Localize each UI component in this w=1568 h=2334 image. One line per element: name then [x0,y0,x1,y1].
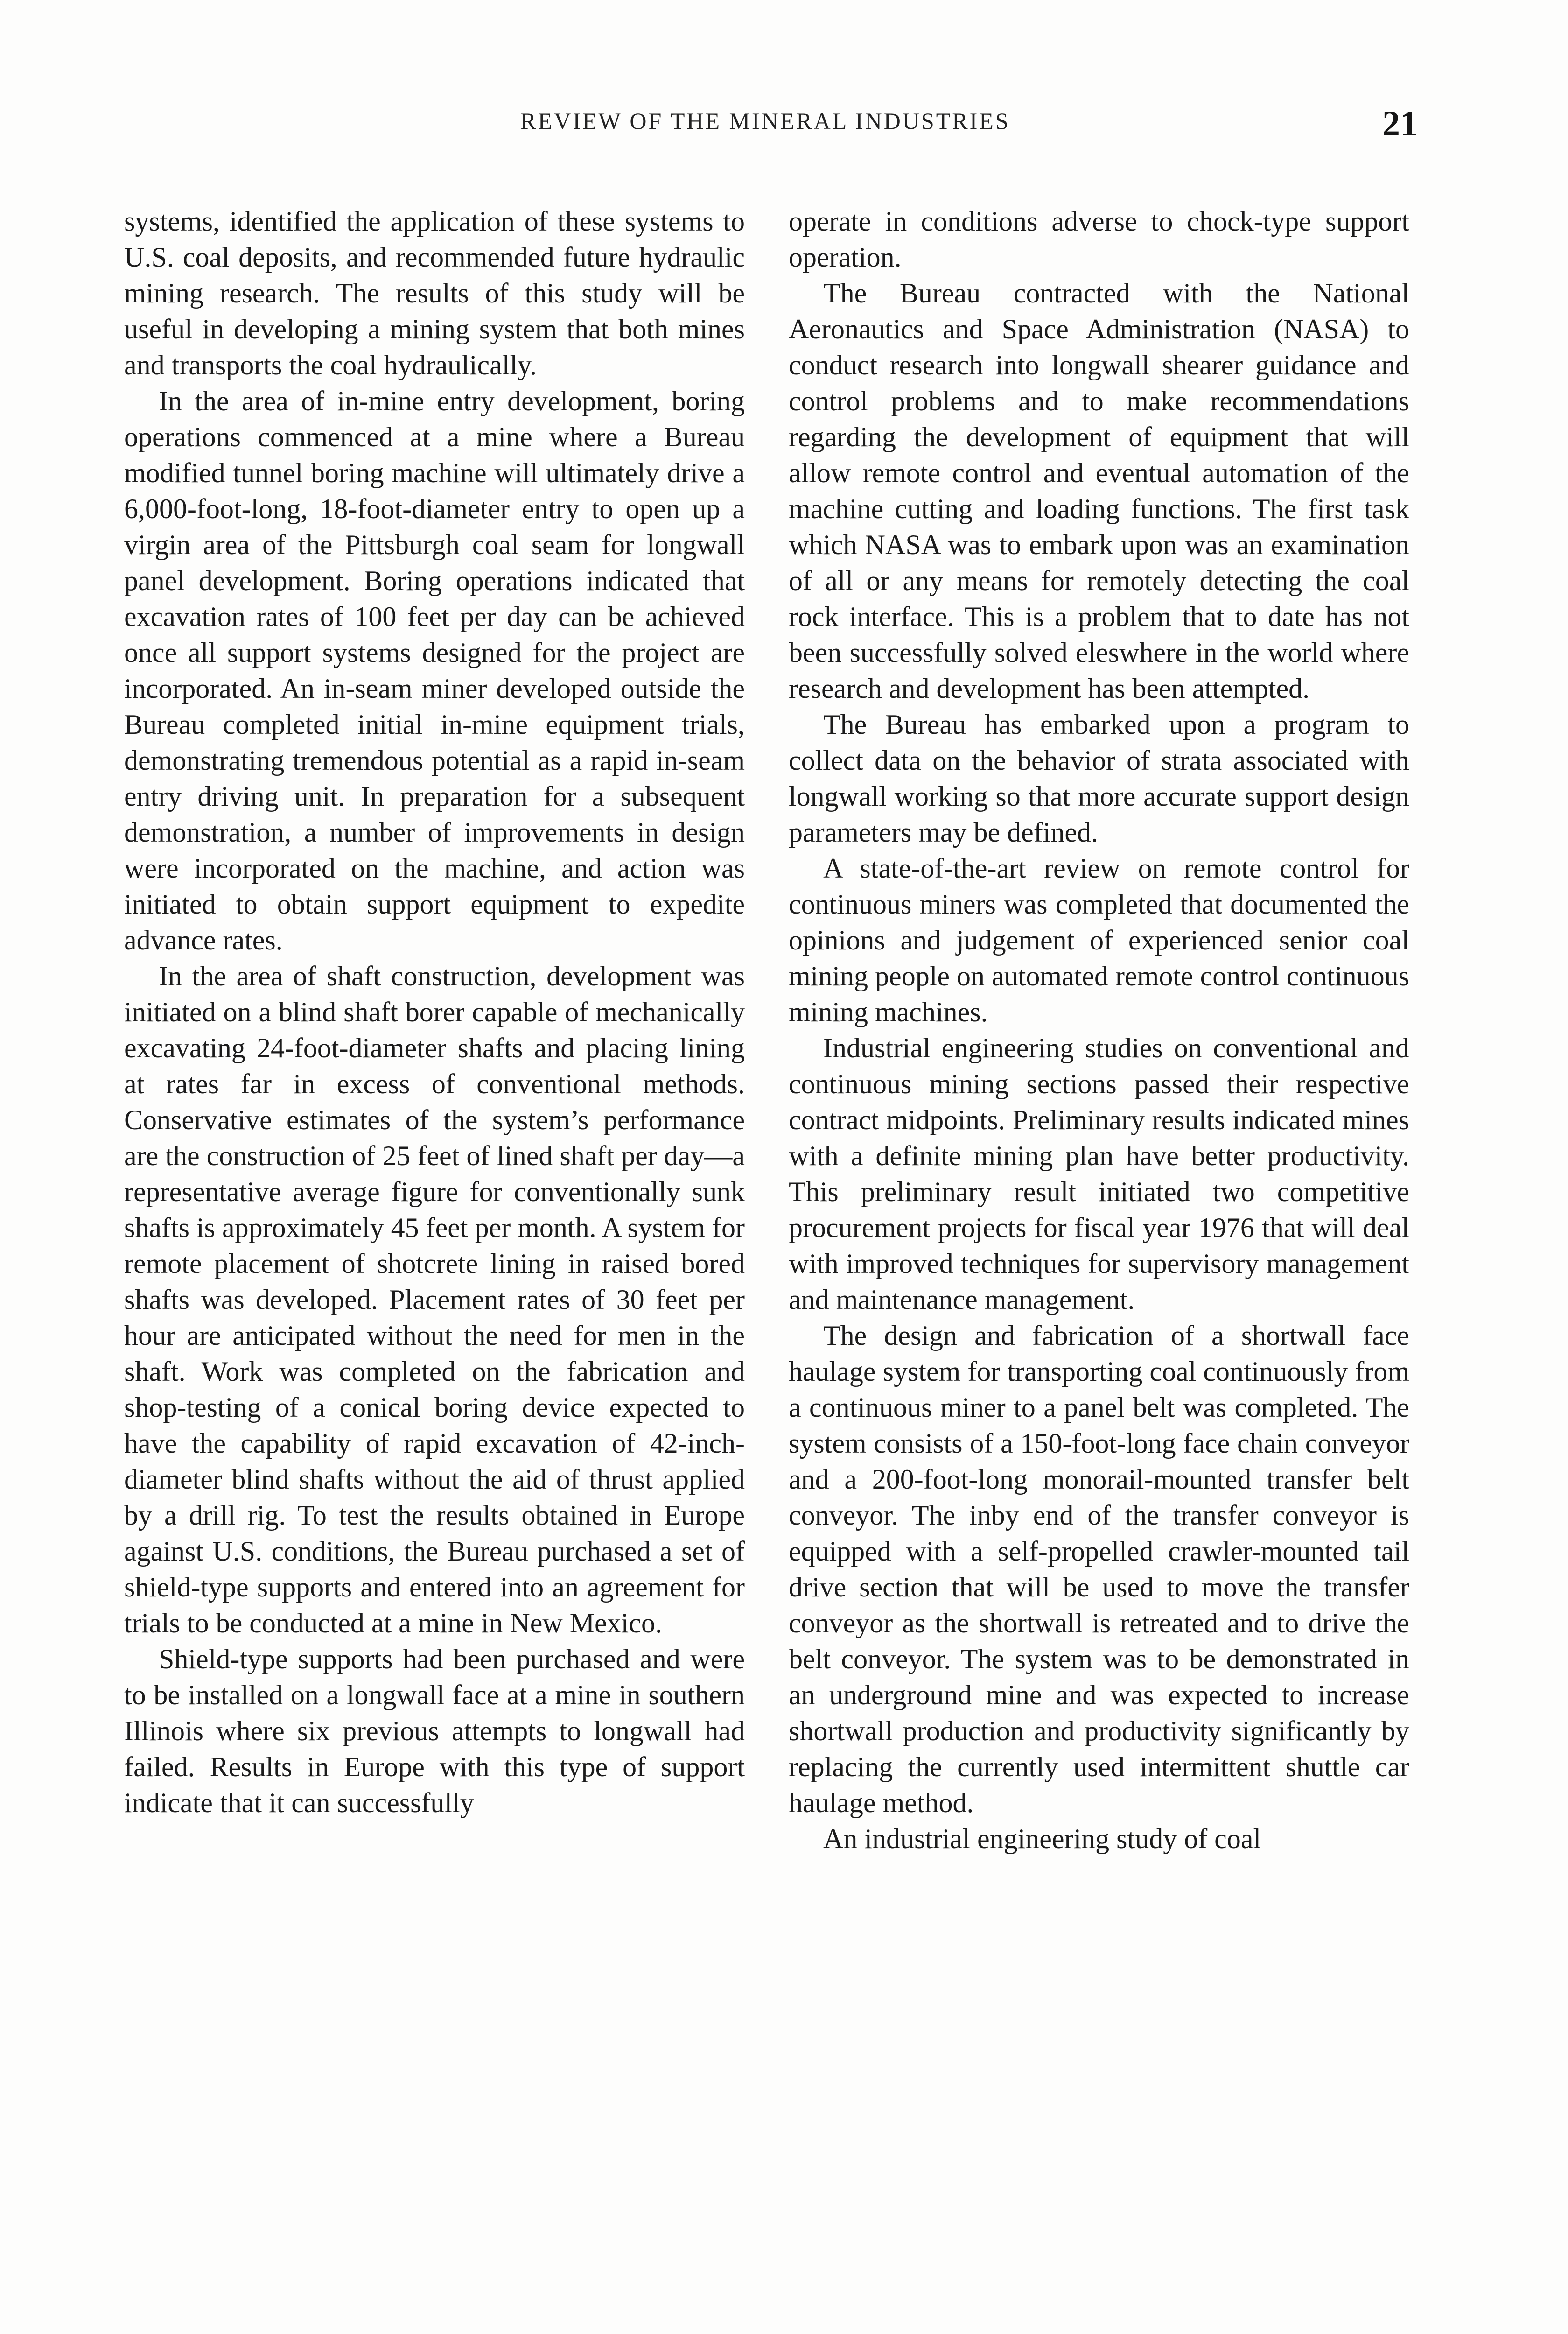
paragraph: Industrial engineering studies on conventional and continuous mining sections passed their respective contract midpoints. Preliminary results indicated mines with a definite mining plan have better productivity. This preliminary result initiated two competitive procurement projects for fiscal year 1976 that will deal with improved techniques for supervisory management and maintenance management. [789,1033,1409,1315]
left-column [124,204,745,1821]
paragraph: operate in conditions adverse to chock-type support operation. [789,206,1409,273]
right-column [789,204,1409,1857]
page-number: 21 [1382,104,1418,143]
paragraph: In the area of in-mine entry development, boring operations commenced at a mine where a Bureau modified tunnel boring machine will ultimately drive a 6,000-foot-long, 18-foot-diameter entry to open up a virgin area of the Pittsburgh coal seam for longwall panel development. Boring operations indicated that excavation rates of 100 feet per day can be achieved once all support systems designed for the project are incorporated. An in-seam miner developed outside the Bureau completed initial in-mine equipment trials, demonstrating tremendous potential as a rapid in-seam entry driving unit. In preparation for a subsequent demonstration, a number of improvements in design were incorporated on the machine, and action was initiated to obtain support equipment to expedite advance rates. [124,386,745,956]
paragraph: An industrial engineering study of coal [823,1823,1261,1854]
running-title: REVIEW OF THE MINERAL INDUSTRIES [520,108,1010,134]
paragraph: systems, identified the application of these systems to U.S. coal deposits, and recommended future hydraulic mining research. The results of this study will be useful in developing a mining system that both mines and transports the coal hydraulically. [124,206,745,380]
paragraph: In the area of shaft construction, development was initiated on a blind shaft borer capable of mechanically excavating 24-foot-diameter shafts and placing lining at rates far in excess of conventional methods. Conservative estimates of the system’s performance are the construction of 25 feet of lined shaft per day—a representative average figure for conventionally sunk shafts is approximately 45 feet per month. A system for remote placement of shotcrete lining in raised bored shafts was developed. Placement rates of 30 feet per hour are anticipated without the need for men in the shaft. Work was completed on the fabrication and shop-testing of a conical boring device expected to have the capability of rapid excavation of 42-inch-diameter blind shafts without the aid of thrust applied by a drill rig. To test the results obtained in Europe against U.S. conditions, the Bureau purchased a set of shield-type supports and entered into an agreement for trials to be conducted at a mine in New Mexico. [124,961,745,1638]
paragraph: The Bureau has embarked upon a program to collect data on the behavior of strata associated with longwall working so that more accurate support design parameters may be defined. [789,709,1409,848]
paragraph: The design and fabrication of a shortwall face haulage system for transporting coal continuously from a continuous miner to a panel belt was completed. The system consists of a 150-foot-long face chain conveyor and a 200-foot-long monorail-mounted transfer belt conveyor. The inby end of the transfer conveyor is equipped with a self-propelled crawler-mounted tail drive section that will be used to move the transfer conveyor as the shortwall is retreated and to drive the belt conveyor. The system was to be demonstrated in an underground mine and was expected to increase shortwall production and productivity significantly by replacing the currently used intermittent shuttle car haulage method. [789,1320,1409,1818]
paragraph: A state-of-the-art review on remote control for continuous miners was completed that documented the opinions and judgement of experienced senior coal mining people on automated remote control continuous mining machines. [789,853,1409,1027]
paragraph: The Bureau contracted with the National Aeronautics and Space Administration (NASA) to conduct research into longwall shearer guidance and control problems and to make recommendations regarding the development of equipment that will allow remote control and eventual automation of the machine cutting and loading functions. The first task which NASA was to embark upon was an examination of all or any means for remotely detecting the coal rock interface. This is a problem that to date has not been successfully solved eleswhere in the world where research and development has been attempted. [789,278,1409,704]
paragraph: Shield-type supports had been purchased and were to be installed on a longwall face at a mine in southern Illinois where six previous attempts to longwall had failed. Results in Europe with this type of support indicate that it can successfully [124,1644,745,1818]
